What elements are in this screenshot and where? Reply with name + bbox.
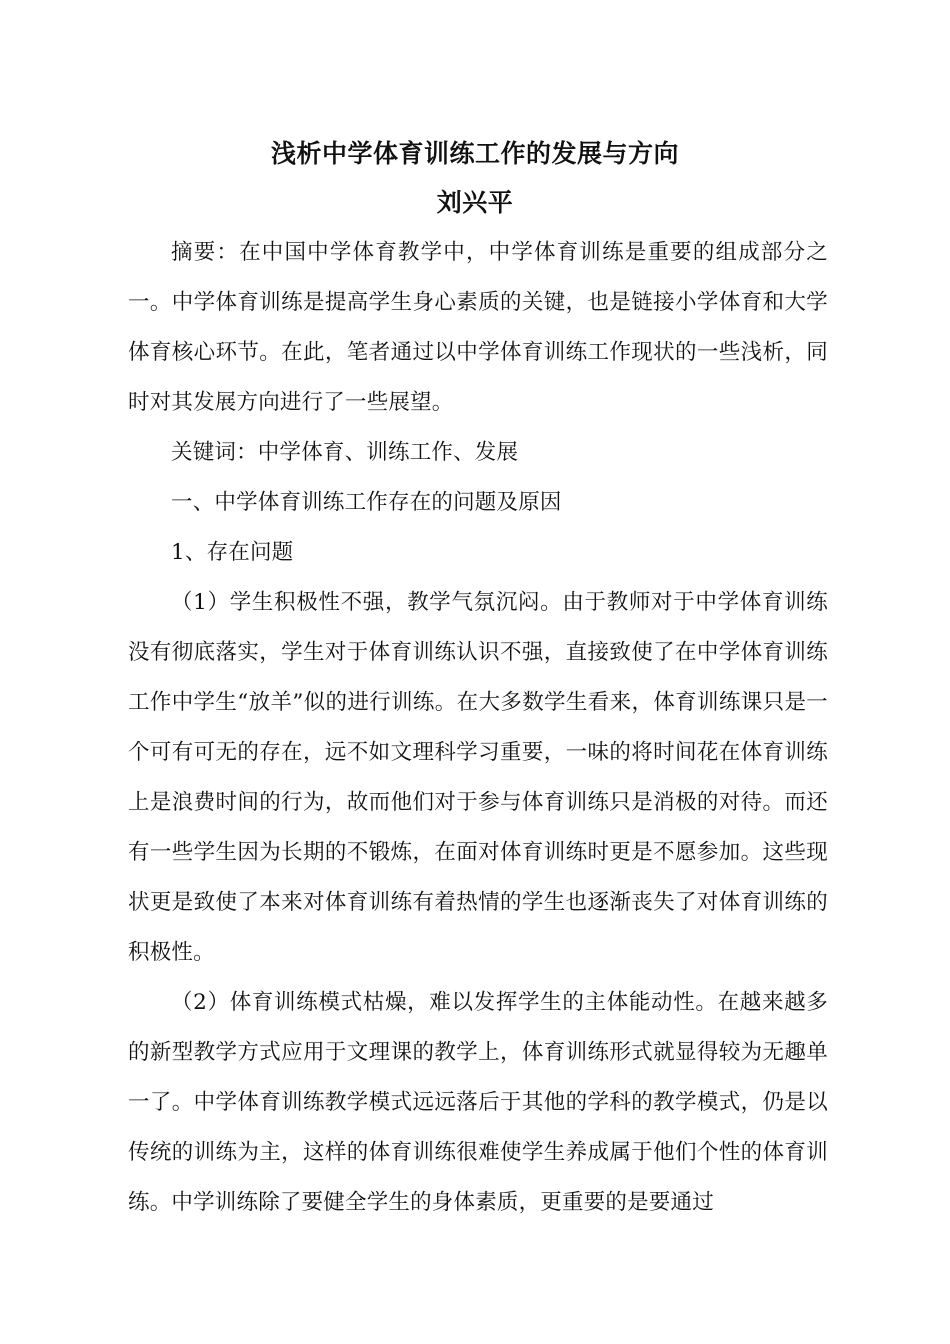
document-title: 浅析中学体育训练工作的发展与方向: [270, 139, 679, 168]
section-heading: 一、中学体育训练工作存在的问题及原因: [171, 490, 562, 515]
keywords-paragraph: 关键词：中学体育、训练工作、发展: [171, 440, 519, 465]
body-paragraph: （2）体育训练模式枯燥，难以发挥学生的主体能动性。在越来越多的新型教学方式应用于文理课的教学上，体育训练形式就显得较为无趣单一了。中学体育训练教学模式远远落后于其他的学科的教学模式，仍是以传统的训练为主，这样的体育训练很难使学生养成属于他们个性的体育训练。中学训练除了要健全学生的身体素质，更重要的是要通过: [128, 990, 828, 1215]
subsection-heading: 1、存在问题: [171, 540, 294, 565]
body-paragraph: （1）学生积极性不强，教学气氛沉闷。由于教师对于中学体育训练没有彻底落实，学生对于体育训练认识不强，直接致使了在中学体育训练工作中学生“放羊”似的进行训练。在大多数学生看来，体育训练课只是一个可有可无的存在，远不如文理科学习重要，一味的将时间花在体育训练上是浪费时间的行为，故而他们对于参与体育训练只是消极的对待。而还有一些学生因为长期的不锻炼，在面对体育训练时更是不愿参加。这些现状更是致使了本来对体育训练有着热情的学生也逐渐丧失了对体育训练的积极性。: [128, 590, 828, 965]
document-author: 刘兴平: [436, 188, 514, 217]
abstract-paragraph: 摘要：在中国中学体育教学中，中学体育训练是重要的组成部分之一。中学体育训练是提高学生身心素质的关键，也是链接小学体育和大学体育核心环节。在此，笔者通过以中学体育训练工作现状的一些浅析，同时对其发展方向进行了一些展望。: [128, 240, 828, 415]
document-body: [128, 228, 828, 1228]
